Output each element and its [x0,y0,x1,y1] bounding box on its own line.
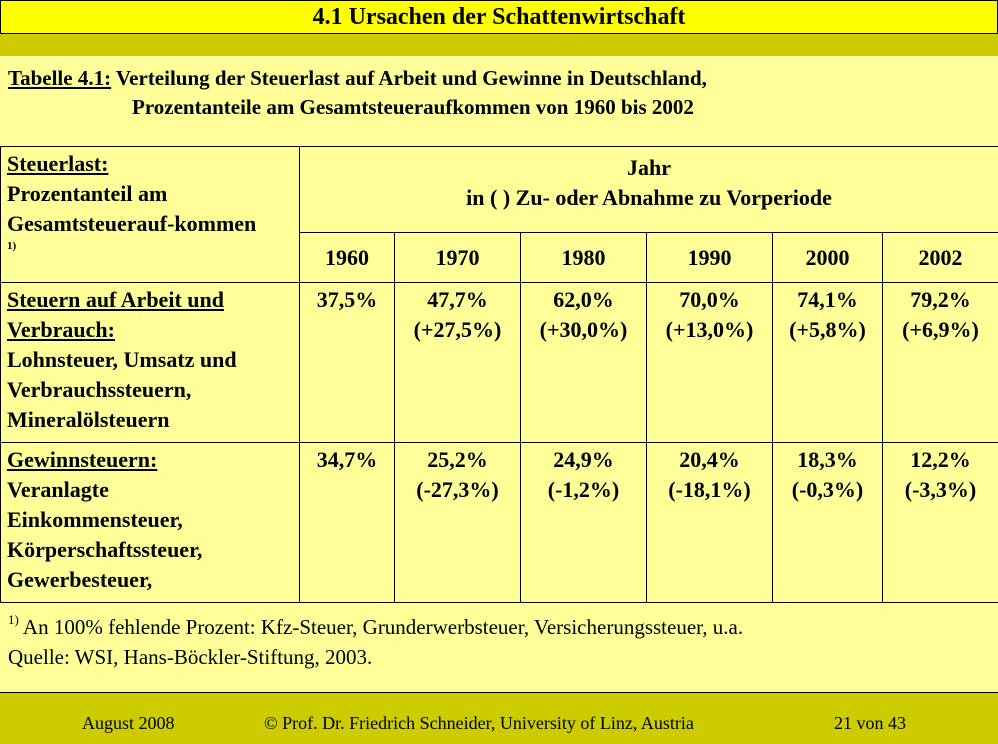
cell-profit-1990 [647,443,773,603]
year-1990: 1990 [647,233,773,283]
value: 70,0% [649,285,770,315]
corner-line-1: Prozentanteil am [7,179,293,209]
row-title-profit: Gewinnsteuern: [7,447,157,472]
cell-profit-1980 [521,443,647,603]
change: (-3,3%) [885,475,996,505]
row-desc-labor-3: Mineralölsteuern [7,405,293,435]
footnote-text: An 100% fehlende Prozent: Kfz-Steuer, Grunderwerbsteuer, Versicherungssteuer, u.a. [19,615,743,639]
change: (-18,1%) [649,475,770,505]
slide-title: 4.1 Ursachen der Schattenwirtschaft [0,0,998,34]
change: (-0,3%) [775,475,880,505]
row-label-profit-taxes [1,443,300,603]
footer-author: © Prof. Dr. Friedrich Schneider, University of Linz, Austria [264,713,694,734]
year-header-line-1: Jahr [306,153,992,183]
year-1980: 1980 [521,233,647,283]
corner-footnote-mark: 1) [7,240,16,252]
cell-labor-2002 [883,283,998,443]
corner-title: Steuerlast: [7,149,293,179]
cell-labor-2000 [773,283,883,443]
row-desc-profit-2: Einkommensteuer, [7,505,293,535]
value: 20,4% [649,445,770,475]
value: 74,1% [775,285,880,315]
row-desc-labor-2: Verbrauchssteuern, [7,375,293,405]
cell-labor-1970 [395,283,521,443]
footer-date: August 2008 [82,713,175,734]
tax-burden-table [0,146,998,603]
value: 34,7% [302,445,392,475]
cell-profit-2000 [773,443,883,603]
caption-label: Tabelle 4.1: [8,66,111,90]
year-2000: 2000 [773,233,883,283]
slide-footer [0,692,998,744]
cell-profit-1970 [395,443,521,603]
value: 37,5% [302,285,392,315]
row-desc-profit-4: Gewerbesteuer, [7,565,293,595]
row-title-labor-2: Verbrauch: [7,317,115,342]
row-title-labor-1: Steuern auf Arbeit und [7,285,293,315]
row-desc-labor-1: Lohnsteuer, Umsatz und [7,345,293,375]
change: (+30,0%) [523,315,644,345]
row-desc-profit-1: Veranlagte [7,475,293,505]
change: (+13,0%) [649,315,770,345]
change: (+6,9%) [885,315,996,345]
year-2002: 2002 [883,233,998,283]
year-header-line-2: in ( ) Zu- oder Abnahme zu Vorperiode [306,183,992,213]
value: 24,9% [523,445,644,475]
footnote-mark: 1) [8,612,19,627]
cell-labor-1990 [647,283,773,443]
change: (-27,3%) [397,475,518,505]
year-1970: 1970 [395,233,521,283]
title-underbar [0,34,998,56]
change: (-1,2%) [523,475,644,505]
caption-line-1: Verteilung der Steuerlast auf Arbeit und Gewinne in Deutschland, [111,66,707,90]
value: 18,3% [775,445,880,475]
value: 25,2% [397,445,518,475]
change: (+27,5%) [397,315,518,345]
cell-profit-1960 [300,443,395,603]
row-desc-profit-3: Körperschaftssteuer, [7,535,293,565]
value: 47,7% [397,285,518,315]
value: 62,0% [523,285,644,315]
footer-page-number: 21 von 43 [834,713,906,734]
row-label-labor-taxes [1,283,300,443]
year-1960: 1960 [300,233,395,283]
caption-line-2: Prozentanteile am Gesamtsteueraufkommen von 1960 bis 2002 [8,93,988,122]
value: 12,2% [885,445,996,475]
cell-profit-2002 [883,443,998,603]
year-group-header [300,147,998,233]
cell-labor-1980 [521,283,647,443]
corner-line-2: Gesamtsteuerauf-kommen [7,209,293,239]
change: (+5,8%) [775,315,880,345]
value: 79,2% [885,285,996,315]
source-note: Quelle: WSI, Hans-Böckler-Stiftung, 2003. [8,642,988,672]
table-footnote [8,612,988,672]
corner-header-cell [1,147,300,283]
table-caption [8,64,988,122]
cell-labor-1960 [300,283,395,443]
